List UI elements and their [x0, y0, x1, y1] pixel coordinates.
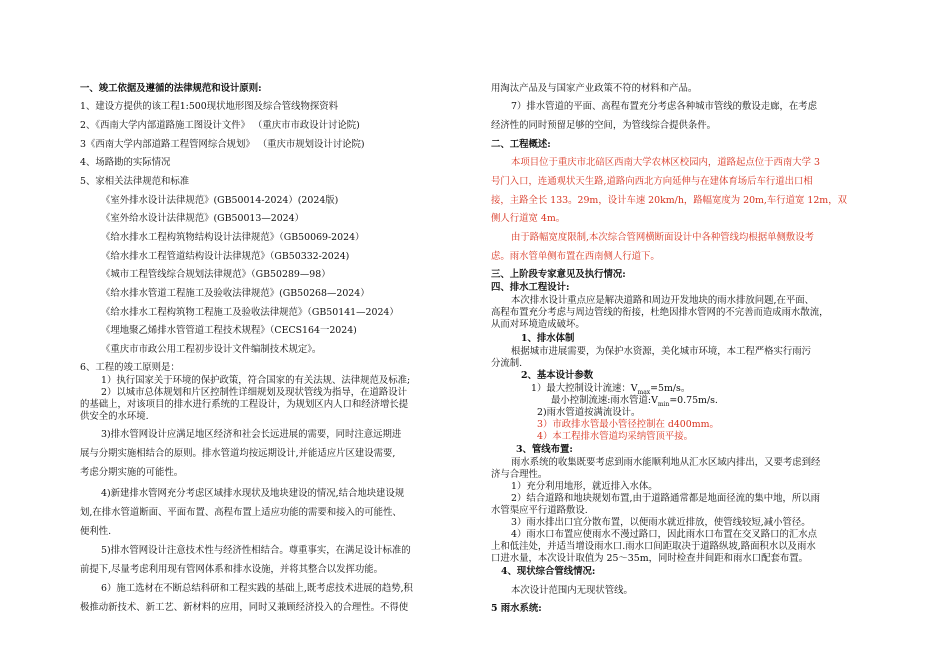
param-max-velocity-text: 1）最大控制设计流速：V — [531, 383, 638, 394]
basis-item-4: 4、场路勘的实际情况 — [80, 157, 171, 168]
standard-2: 《室外给水设计法律规范》(GB50013—2024） — [101, 213, 304, 224]
layout-item-1: 1）充分利用地形，就近排入水体。 — [511, 481, 658, 492]
param-full-flow: 2)雨水管道按满流设计。 — [537, 407, 641, 418]
section-heading-1: 一、竣工依据及遵循的法律规范和设计原则: — [80, 83, 262, 94]
basis-item-1: 1、建设方提供的该工程1:500现状地形图及综合管线物探资料 — [80, 101, 338, 112]
principle-3-line-1: 3)排水管网设计应满足地区经济和社会长远进展的需要，同时注意远期进 — [101, 429, 402, 440]
param-max-velocity-sub: max — [637, 388, 651, 396]
standard-6: 《给水排水管道工程施工及验收法律规范》(GB50268—2024） — [101, 288, 370, 299]
subheading-existing-pipelines: 4、现状综合管线情况: — [501, 566, 596, 577]
principle-5-line-2: 前提下,尽量考虑利用现有管网体系和排水设施，并将其整合以发挥功能。 — [80, 564, 383, 575]
principle-3-line-3: 考虑分期实施的可能性。 — [80, 467, 184, 478]
existing-pipelines-text: 本次设计范围内无现状管线。 — [511, 585, 633, 596]
drainage-line-1: 本次排水设计重点应是解决道路和周边开发地块的雨水排放问题,在平面、 — [511, 295, 814, 306]
standard-3: 《给水排水工程构筑物结构设计法律规范》（GB50069-2024） — [101, 232, 365, 243]
principle-2-line-2: 的基础上，对该项目的排水进行系统的工程设计，为规划区内人口和经济增长提 — [80, 399, 409, 410]
layout-item-3: 3）雨水排出口宜分散布置，以便雨水就近排放，使管线较短,减小管径。 — [511, 517, 811, 528]
param-min-diameter: 3）市政排水管最小管径控制在 d400mm。 — [537, 419, 719, 430]
subheading-pipeline-layout: 3、管线布置: — [516, 444, 573, 455]
layout-item-2-line-2: 水管渠应平行道路敷设. — [491, 505, 588, 516]
principle-2-line-1: 2）以城市总体规划和片区控制性详细规划及现状管线为指导，在道路设计 — [101, 387, 407, 398]
subheading-design-parameters: 2、基本设计参数 — [521, 370, 594, 381]
standard-1: 《室外排水设计法律规范》(GB50014-2024）(2024版) — [101, 195, 339, 206]
principle-3-line-2: 展与分期实施相结合的原则。排水管道均按远期设计,并能适应片区建设需要, — [80, 448, 396, 459]
principle-6-line-2: 极推动新技术、新工艺、新材料的应用，同时又兼顾经济投入的合理性。不得使 — [80, 602, 409, 613]
standard-5: 《城市工程管线综合规划法律规范》（GB50289—98） — [101, 269, 331, 280]
section-heading-3: 三、上阶段专家意见及执行情况: — [491, 269, 626, 280]
layout-item-4-line-2: 上和低洼处，并适当增设雨水口.雨水口间距取决于道路纵坡,路面积水以及雨水 — [491, 541, 816, 552]
section-heading-2: 二、工程概述: — [491, 139, 551, 150]
drainage-line-3: 从而对环境造成破坏。 — [491, 319, 585, 330]
basis-item-2: 2、《西南大学内部道路施工图设计文件》 （重庆市市政设计讨论院) — [80, 120, 360, 131]
standard-4: 《给水排水工程管道结构设计法律规范》（GB50332-2024) — [101, 251, 350, 262]
standard-8: 《埋地聚乙烯排水管管道工程技术规程》（CECS164一2024) — [101, 325, 357, 336]
system-line-1: 根据城市进展需要，为保护水资源，美化城市环境，本工程严格实行雨污 — [511, 346, 812, 357]
param-min-velocity-value: =0.75m/s. — [669, 395, 718, 406]
overview-line-1: 本项目位于重庆市北碚区西南大学农林区校园内，道路起点位于西南大学 3 — [511, 157, 820, 168]
layout-item-2-line-1: 2）结合道路和地块规划布置,由于道路通常都是地面径流的集中地，所以雨 — [511, 493, 820, 504]
principle-6-line-1: 6）施工选材在不断总结科研和工程实践的基础上,既考虑技术进展的趋势,积 — [101, 583, 413, 594]
principle-4-line-3: 便利性. — [80, 526, 112, 537]
param-min-velocity-text: 最小控制流速:雨水管道:V — [551, 395, 658, 406]
drainage-line-2: 高程布置充分考虑与周边管线的衔接，杜绝因排水管网的不完善而造成雨水散流， — [491, 307, 829, 318]
continued-line-1: 用淘汰产品及与国家产业政策不符的材料和产品。 — [491, 83, 698, 94]
overview-line-4: 侧人行道宽 4m。 — [491, 213, 566, 224]
principle-2-line-3: 供安全的水环境. — [80, 411, 149, 422]
param-crown-joint: 4）本工程排水管道均采纳管顶平接。 — [537, 431, 693, 442]
param-min-velocity-sub: min — [657, 400, 670, 408]
layout-item-4-line-1: 4）雨水口布置应使雨水不漫过路口，因此雨水口布置在交叉路口的汇水点 — [511, 529, 817, 540]
overview-line-2: 号门入口，连通观状天生路,道路向西北方向延伸与在建体育场后车行道出口相 — [491, 176, 813, 187]
basis-item-5: 5、家相关法律规范和标准 — [80, 176, 190, 187]
overview-line-3: 接，主路全长 133。29m，设计车速 20km/h，路幅宽度为 20m,车行道宽 12m，双 — [491, 195, 847, 206]
param-max-velocity-value: =5m/s。 — [650, 383, 691, 394]
section-heading-5: 5 雨水系统: — [491, 603, 542, 614]
principle-1: 1）执行国家关于环境的保护政策，符合国家的有关法规、法律规范及标准; — [101, 375, 411, 386]
principle-7-line-2: 经济性的同时预留足够的空间，为管线综合提供条件。 — [491, 120, 717, 131]
basis-item-3: 3《西南大学内部道路工程管网综合规划》 （重庆市规划设计讨论院) — [80, 139, 365, 150]
layout-line-1: 雨水系统的收集既要考虑到雨水能顺利地从汇水区域内排出，又要考虑到经 — [511, 457, 821, 468]
overview-line-6: 虑。雨水管单侧布置在西南侧人行道下。 — [491, 251, 660, 262]
principle-4-line-1: 4)新建排水管网充分考虑区域排水现状及地块建设的情况,结合地块建设规 — [101, 488, 405, 499]
overview-line-5: 由于路幅宽度限制,本次综合管网横断面设计中各种管线均根据单侧敷设考 — [511, 232, 814, 243]
principle-7-line-1: 7）排水管道的平面、高程布置充分考虑各种城市管线的敷设走廊，在考虑 — [511, 101, 817, 112]
subheading-drainage-system: 1、排水体制 — [521, 333, 575, 344]
layout-line-2: 济与合理性。 — [491, 469, 548, 480]
standard-9: 《重庆市市政公用工程初步设计文件编制技术规定》。 — [101, 344, 322, 355]
standard-7: 《给水排水工程构筑物工程施工及验收法律规范》（GB50141—2024） — [101, 307, 399, 318]
system-line-2: 分流制. — [491, 358, 523, 369]
principle-5-line-1: 5)排水管网设计注意技术性与经济性相结合。尊重事实，在满足设计标准的 — [101, 545, 411, 556]
section-heading-4: 四、排水工程设计: — [491, 282, 570, 293]
principle-4-line-2: 划,在排水管道断面、平面布置、高程布置上适应功能的需要和接入的可能性、 — [80, 507, 402, 518]
layout-item-4-line-3: 口进水量，本次设计取值为 25～35m，同时检查井间距和雨水口配套布置。 — [491, 553, 808, 564]
principles-title: 6、工程的竣工原则是： — [80, 362, 180, 373]
